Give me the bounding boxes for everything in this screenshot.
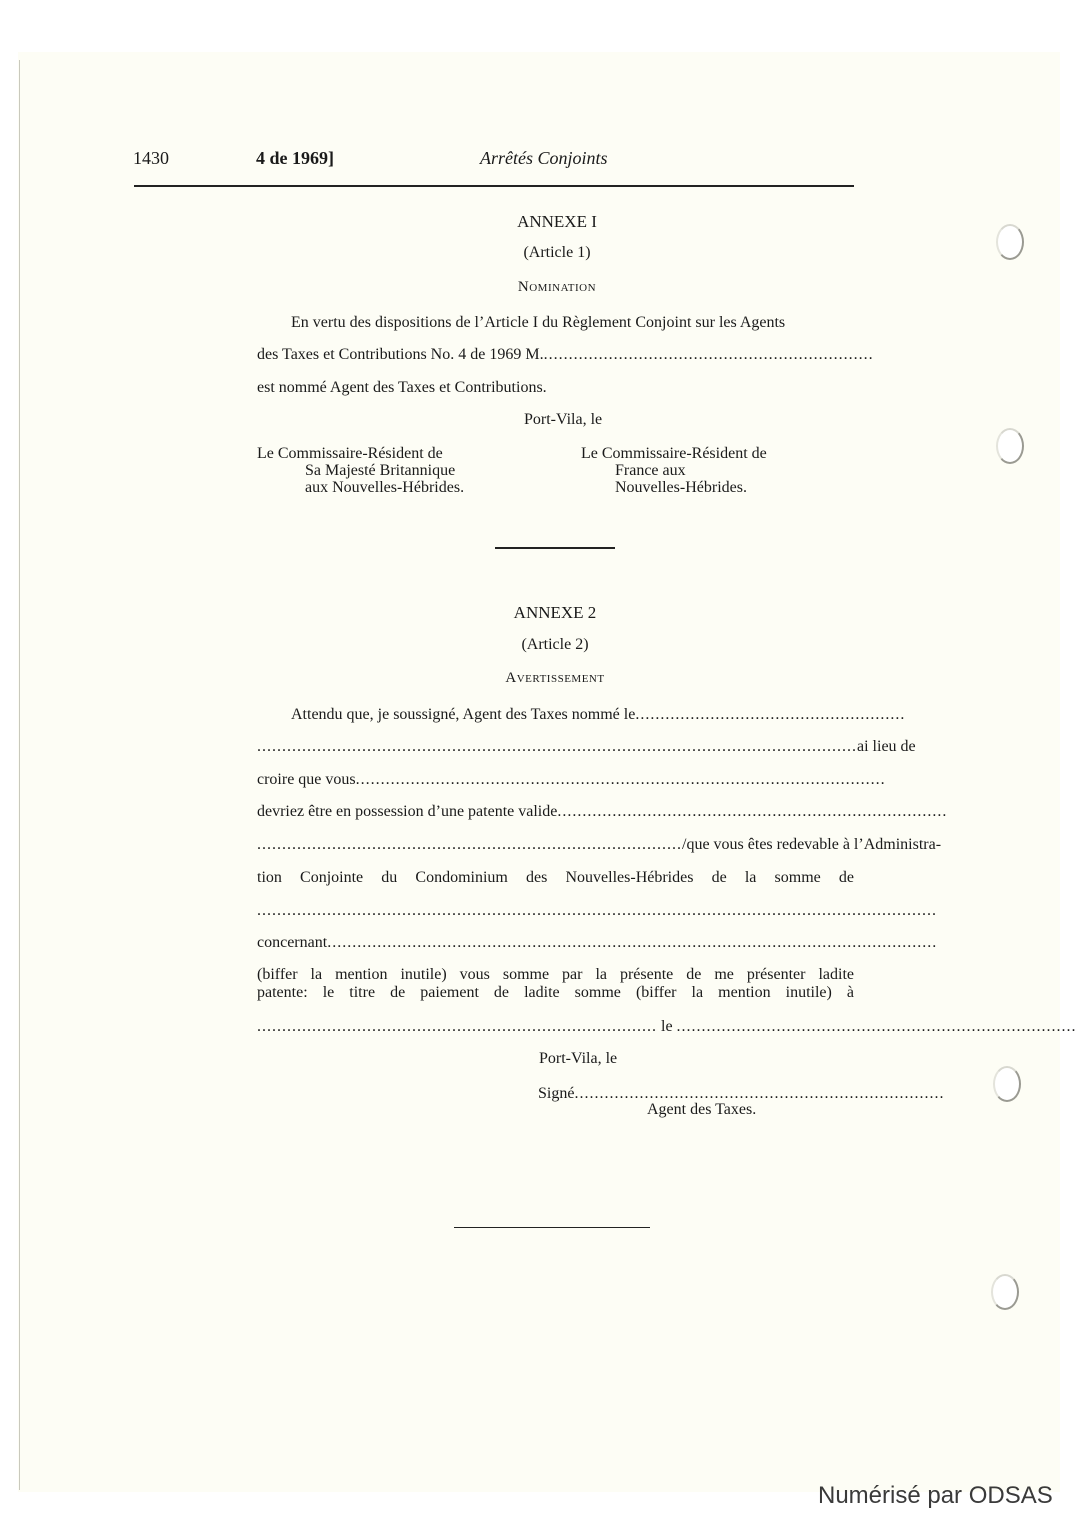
annexe2-line1-text: Attendu que, je soussigné, Agent des Taxes nommé le: [291, 706, 636, 723]
annexe2-signed-label: Signé: [538, 1085, 575, 1102]
annexe2-place: Port-Vila, le: [539, 1050, 618, 1067]
annexe2-heading: Avertissement: [505, 670, 605, 686]
fill-in-leader: ..............................................................................: [557, 803, 948, 820]
annexe2-line2-text: ai lieu de: [857, 738, 916, 755]
header-reference: 4 de 1969]: [256, 148, 334, 168]
fill-in-leader: ................................................................................: [257, 1018, 657, 1035]
annexe2-line5-text: /que vous êtes redevable à l’Administra-: [682, 836, 942, 853]
annexe2-article: (Article 2): [521, 636, 589, 653]
annexe2-line8-text: concernant: [257, 934, 328, 951]
annexe2-line9: (biffer la mention inutile) vous somme par la présente de me présenter ladite: [257, 966, 854, 983]
end-rule: [454, 1227, 650, 1228]
signatory-left-line: Sa Majesté Britannique: [305, 462, 456, 479]
annexe1-para-line2-text: des Taxes et Contributions No. 4 de 1969 M.: [257, 346, 544, 363]
annexe2-line5: [257, 834, 942, 856]
annexe1-article: (Article 1): [523, 244, 591, 261]
signatory-right-line: France aux: [615, 462, 686, 479]
annexe1-title: ANNEXE I: [517, 212, 597, 231]
annexe1-place: Port-Vila, le: [524, 411, 603, 428]
fill-in-leader: ..........................................................................: [574, 1085, 945, 1102]
fill-in-leader: ........................................................................................................................................: [257, 902, 937, 919]
page-number: 1430: [133, 148, 169, 168]
signatory-right-line: Nouvelles-Hébrides.: [615, 479, 747, 496]
annexe2-line10: patente: le titre de paiement de ladite somme (biffer la mention inutile) à: [257, 984, 854, 1001]
signatory-left-line: Le Commissaire-Résident de: [257, 445, 443, 462]
annexe2-line4: [257, 801, 948, 823]
annexe2-line1: [257, 704, 906, 726]
signatory-right-line: Le Commissaire-Résident de: [581, 445, 767, 462]
page-edge: [19, 60, 20, 1490]
annexe2-line4-text: devriez être en possession d’une patente valide: [257, 803, 558, 820]
fill-in-leader: .....................................................................................: [257, 836, 682, 853]
annexe2-line3: [257, 769, 886, 791]
binder-hole: [996, 224, 1024, 260]
annexe2-line11: [257, 1016, 1077, 1038]
fill-in-leader: ..................................................................: [543, 346, 874, 363]
binder-hole: [991, 1274, 1019, 1310]
annexe2-line7: [257, 900, 937, 922]
fill-in-leader: ......................................................: [635, 706, 906, 723]
fill-in-leader: ........................................................................................................................: [257, 738, 857, 755]
binder-hole: [996, 428, 1024, 464]
annexe2-line11-mid: le: [657, 1018, 677, 1035]
annexe1-para-line1: En vertu des dispositions de l’Article I du Règlement Conjoint sur les Agents: [291, 314, 786, 331]
signatory-left: [257, 445, 464, 496]
annexe2-line6: tion Conjointe du Condominium des Nouvelles-Hébrides de la somme de: [257, 869, 854, 886]
annexe1-para-line3: est nommé Agent des Taxes et Contributions.: [257, 379, 547, 396]
fill-in-leader: ..........................................................................................................................: [327, 934, 938, 951]
running-title: Arrêtés Conjoints: [480, 148, 608, 168]
annexe2-line3-text: croire que vous: [257, 771, 356, 788]
binder-hole: [993, 1066, 1021, 1102]
section-divider: [495, 547, 615, 549]
header-rule: [134, 185, 854, 187]
annexe2-line8: [257, 932, 938, 954]
annexe1-para-line2: [257, 344, 874, 366]
annexe2-title: ANNEXE 2: [513, 603, 597, 622]
signatory-left-line: aux Nouvelles-Hébrides.: [305, 479, 465, 496]
fill-in-leader: ..........................................................................................................: [355, 771, 886, 788]
fill-in-leader: ................................................................................: [676, 1018, 1077, 1035]
digitization-watermark: Numérisé par ODSAS: [818, 1482, 1053, 1509]
annexe2-line2: [257, 736, 916, 758]
signatory-right: [581, 445, 767, 496]
annexe1-heading: Nomination: [517, 279, 597, 295]
annexe2-signer-title: Agent des Taxes.: [647, 1101, 757, 1118]
